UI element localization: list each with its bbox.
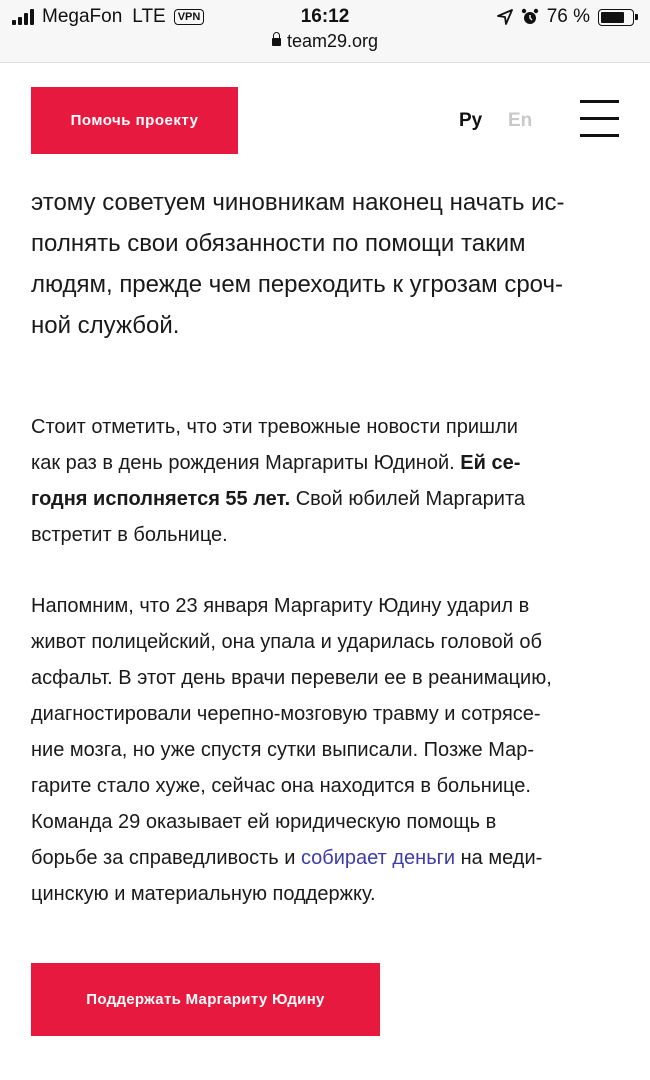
carrier-name: MegaFon	[42, 6, 123, 27]
article-body	[31, 182, 626, 912]
lead-line: этому советуем чиновникам наконец начать ис-	[31, 189, 565, 216]
text-line: диагностировали черепно-мозговую травму и сотрясе-	[31, 703, 541, 725]
lead-line: людям, прежде чем переходить к угрозам сроч-	[31, 271, 563, 298]
lead-line: полнять свои обязанности по помощи таким	[31, 230, 526, 257]
lead-paragraph	[31, 182, 626, 346]
url-text: team29.org	[286, 31, 379, 51]
bold-text: Ей се-	[460, 452, 521, 474]
lead-line: ной службой.	[31, 312, 180, 339]
incident-paragraph	[31, 588, 626, 912]
text-line: Стоит отметить, что эти тревожные новости пришли	[31, 416, 518, 438]
text-line: Команда 29 оказывает ей юридическую помощь в	[31, 811, 497, 833]
text-line: Напомним, что 23 января Маргариту Юдину ударил в	[31, 595, 530, 617]
help-project-button[interactable]: Помочь проекту	[31, 87, 238, 154]
text-line: цинскую и материальную поддержку.	[31, 883, 376, 905]
address-bar[interactable]	[0, 31, 650, 52]
lang-en-link[interactable]: En	[508, 110, 533, 131]
status-bar	[0, 0, 650, 63]
text-line: ние мозга, но уже спустя сутки выписали. Позже Мар-	[31, 739, 534, 761]
hamburger-menu-icon[interactable]	[580, 100, 619, 138]
network-type: LTE	[132, 6, 166, 27]
text-line: на меди-	[455, 847, 543, 869]
text-line: встретит в больнице.	[31, 524, 228, 546]
text-line: как раз в день рождения Маргариты Юдиной.	[31, 452, 461, 474]
battery-percent: 76 %	[546, 6, 590, 27]
alarm-icon	[521, 8, 539, 26]
collect-money-link[interactable]: собирает деньги	[300, 847, 456, 869]
support-margarita-button[interactable]: Поддержать Маргариту Юдину	[31, 963, 380, 1036]
status-right	[497, 6, 634, 28]
text-line: асфальт. В этот день врачи перевели ее в реанимацию,	[31, 667, 552, 689]
lock-icon	[272, 38, 281, 46]
status-time: 16:12	[300, 6, 350, 27]
text-line: живот полицейский, она упала и ударилась головой об	[31, 631, 542, 653]
birthday-paragraph	[31, 409, 626, 553]
vpn-badge: VPN	[174, 9, 205, 25]
lang-ru-link[interactable]: Ру	[459, 110, 483, 131]
bold-text: годня исполняется 55 лет.	[31, 488, 291, 510]
text-line: гарите стало хуже, сейчас она находится в больнице.	[31, 775, 531, 797]
site-header	[0, 63, 650, 180]
location-icon	[497, 9, 513, 25]
text-line: борьбе за справедливость и	[31, 847, 301, 869]
battery-icon	[598, 9, 634, 26]
text-line: Свой юбилей Маргарита	[290, 488, 526, 510]
